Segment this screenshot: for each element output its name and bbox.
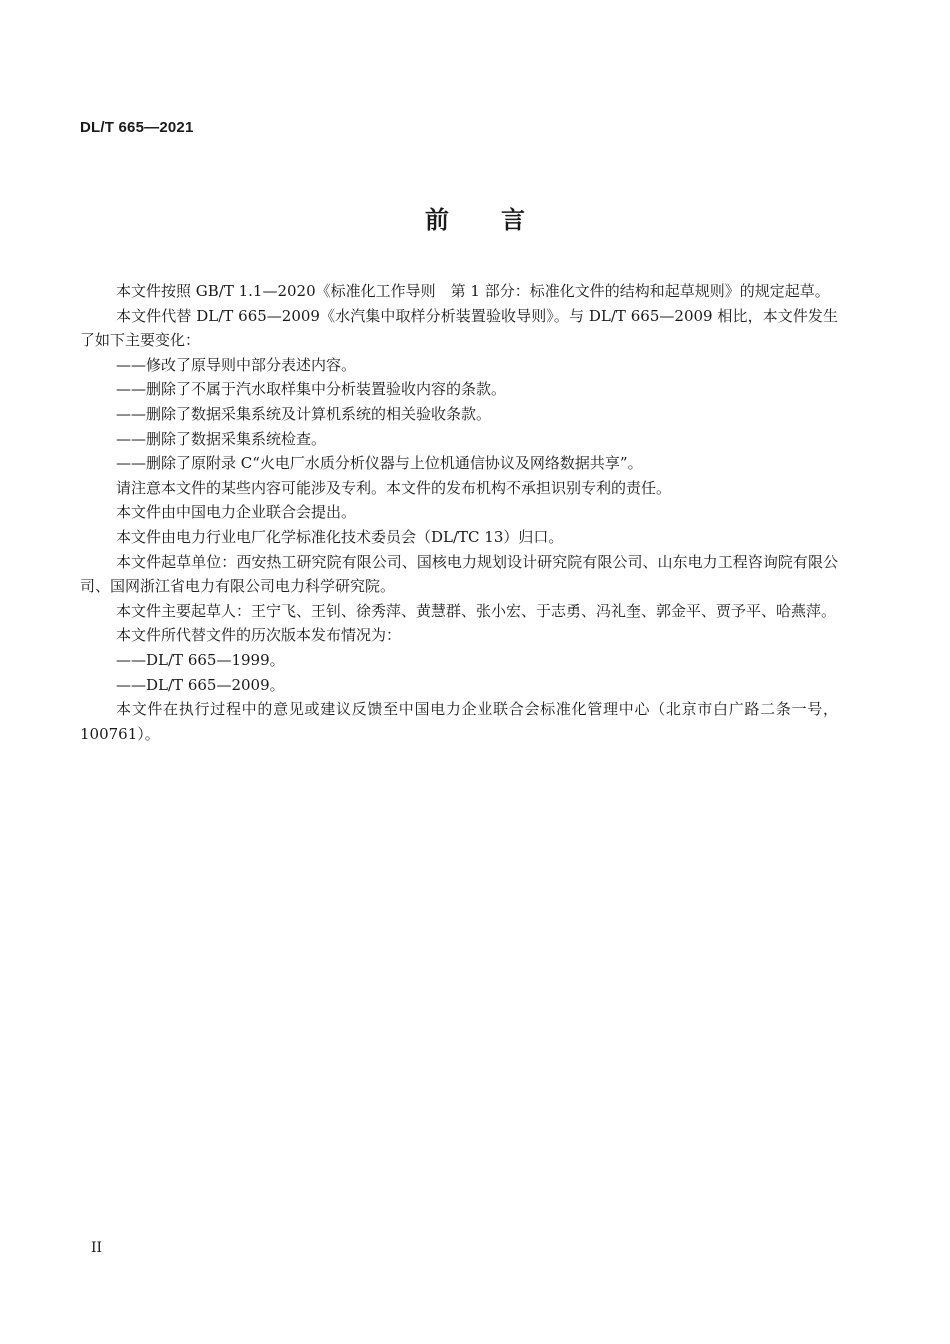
change-item: ——删除了原附录 C“火电厂水质分析仪器与上位机通信协议及网络数据共享”。 [116,454,643,473]
paragraph-proposer: 本文件由中国电力企业联合会提出。 [116,503,357,522]
foreword-body [80,279,838,746]
paragraph-history-intro: 本文件所代替文件的历次版本发布情况为： [116,626,402,645]
paragraph-patent-notice: 请注意本文件的某些内容可能涉及专利。本文件的发布机构不承担识别专利的责任。 [116,478,672,497]
history-item: ——DL/T 665—1999。 [116,650,285,669]
paragraph-committee: 本文件由电力行业电厂化学标准化技术委员会（DL/TC 13）归口。 [116,527,564,546]
page-title: 前言 [425,206,577,234]
paragraph-drafters: 本文件主要起草人：王宁飞、王钊、徐秀萍、黄慧群、张小宏、于志勇、冯礼奎、郭金平、贾予平、哈燕萍。 [116,601,837,620]
change-item: ——删除了数据采集系统及计算机系统的相关验收条款。 [116,404,492,423]
history-item: ——DL/T 665—2009。 [116,675,285,694]
paragraph-replacement: 本文件代替 DL/T 665—2009《水汽集中取样分析装置验收导则》。与 DL/T 665—2009 相比，本文件发生了如下主要变化： [80,306,838,350]
change-item: ——删除了数据采集系统检查。 [116,429,327,448]
change-item: ——删除了不属于汽水取样集中分析装置验收内容的条款。 [116,380,507,399]
paragraph-drafting-rules: 本文件按照 GB/T 1.1—2020《标准化工作导则 第 1 部分：标准化文件的结构和起草规则》的规定起草。 [116,282,830,300]
paragraph-drafting-units: 本文件起草单位：西安热工研究院有限公司、国核电力规划设计研究院有限公司、山东电力工程咨询院有限公司、国网浙江省电力有限公司电力科学研究院。 [80,552,838,596]
document-code: DL/T 665—2021 [80,119,194,136]
paragraph-feedback: 本文件在执行过程中的意见或建议反馈至中国电力企业联合会标准化管理中心（北京市白广路二条一号，100761）。 [80,700,838,743]
page-number: II [91,1240,103,1256]
change-item: ——修改了原导则中部分表述内容。 [116,355,357,374]
